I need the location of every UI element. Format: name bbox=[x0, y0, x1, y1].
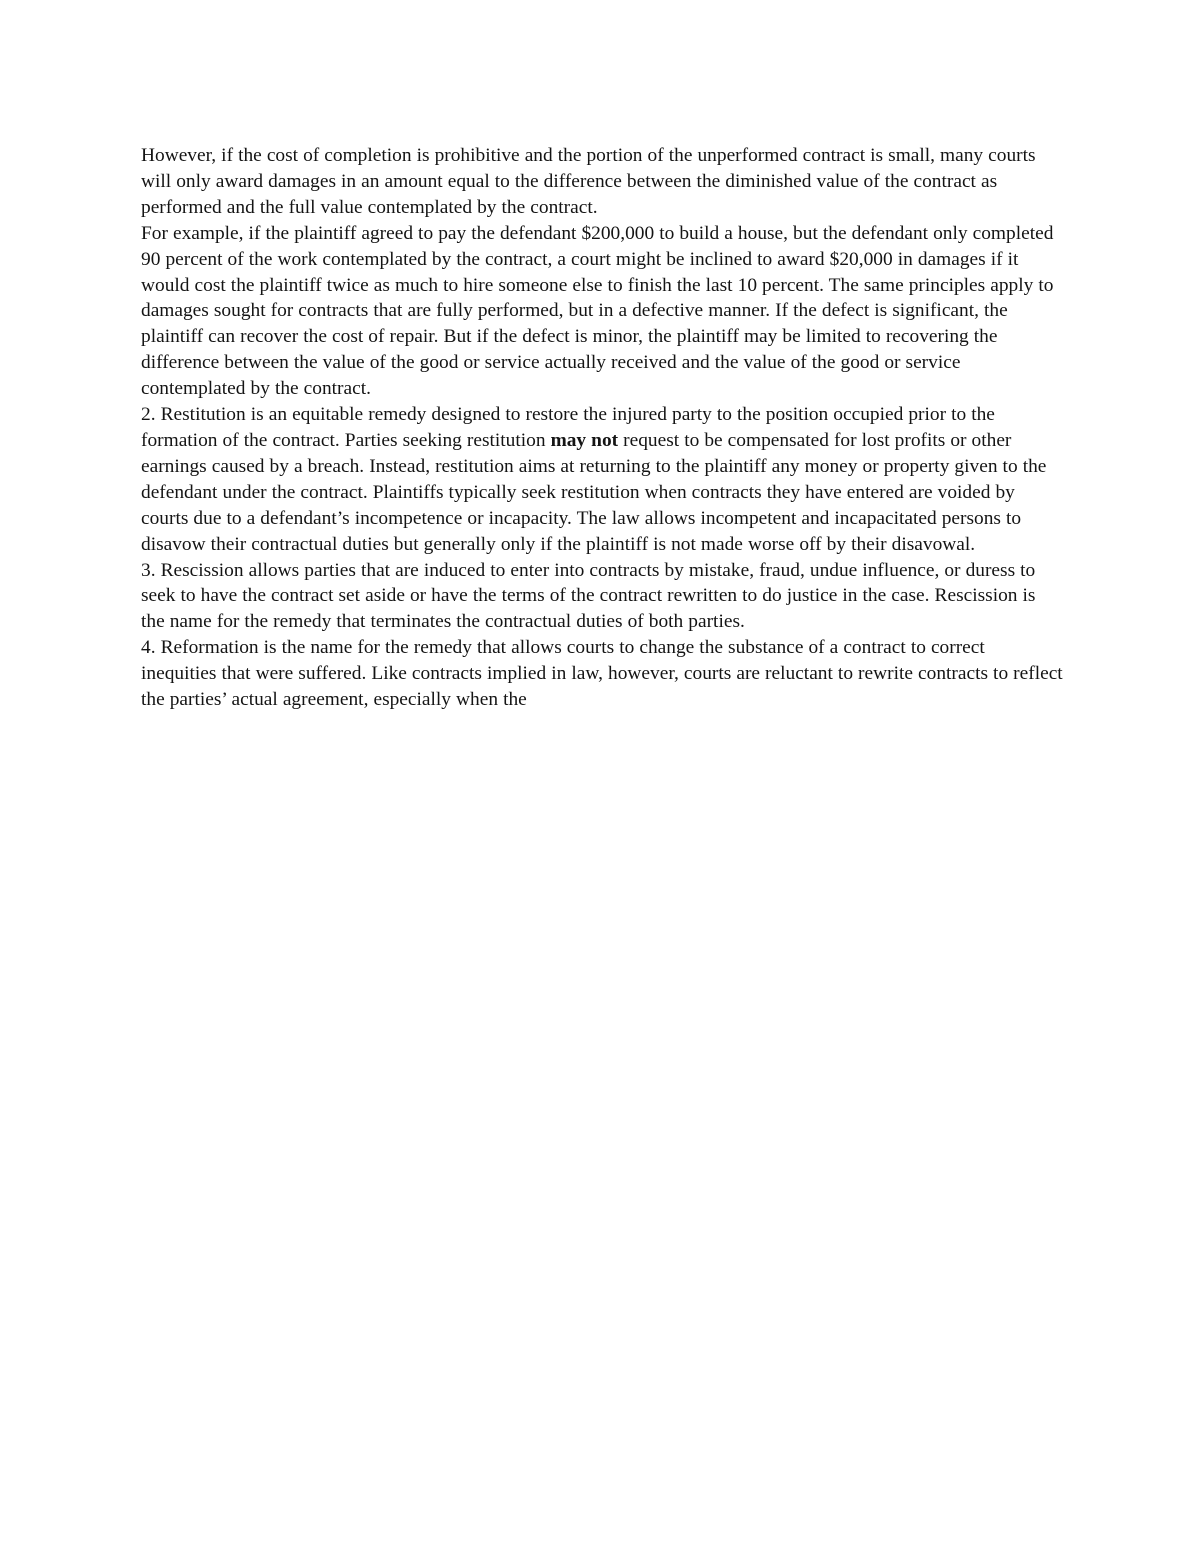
restitution-text-after: request to be compensated for lost profits or other earnings caused by a breach. Instead, restitution aims at returning to the plaintiff any money or property given to the defendant under the contract. Plaintiffs typically seek restitution when contracts they have entered are voided by courts due to a defendant’s incompetence or incapacity. The law allows incompetent and incapacitated persons to disavow their contractual duties but generally only if the plaintiff is not made worse off by their disavowal. bbox=[141, 429, 1047, 555]
paragraph-reformation: 4. Reformation is the name for the remedy that allows courts to change the substance of a contract to correct inequities that were suffered. Like contracts implied in law, however, courts are reluctant to rewrite contracts to reflect the parties’ actual agreement, especially when the bbox=[141, 637, 1063, 711]
paragraph-example: For example, if the plaintiff agreed to pay the defendant $200,000 to build a house, but the defendant only completed 90 percent of the work contemplated by the contract, a court might be inclined to award $20,000 in damages if it would cost the plaintiff twice as much to hire someone else to finish the last 10 percent. The same principles apply to damages sought for contracts that are fully performed, but in a defective manner. If the defect is significant, the plaintiff can recover the cost of repair. But if the defect is minor, the plaintiff may be limited to recovering the difference between the value of the good or service actually received and the value of the good or service contemplated by the contract. bbox=[141, 222, 1054, 400]
restitution-text-before: 2. Restitution is an equitable remedy designed to restore the injured party to the position occupied prior to the formation of the contract. Parties seeking restitution bbox=[141, 404, 995, 451]
document-body bbox=[141, 143, 1063, 713]
paragraph-cost-of-completion: However, if the cost of completion is prohibitive and the portion of the unperformed contract is small, many courts will only award damages in an amount equal to the difference between the diminished value of the contract as performed and the full value contemplated by the contract. bbox=[141, 145, 1036, 218]
paragraph-restitution bbox=[141, 402, 1063, 557]
restitution-bold-may-not: may not bbox=[550, 429, 619, 451]
paragraph-rescission: 3. Rescission allows parties that are induced to enter into contracts by mistake, fraud, undue influence, or duress to seek to have the contract set aside or have the terms of the contract rewritten to do justice in the case. Rescission is the name for the remedy that terminates the contractual duties of both parties. bbox=[141, 559, 1036, 633]
